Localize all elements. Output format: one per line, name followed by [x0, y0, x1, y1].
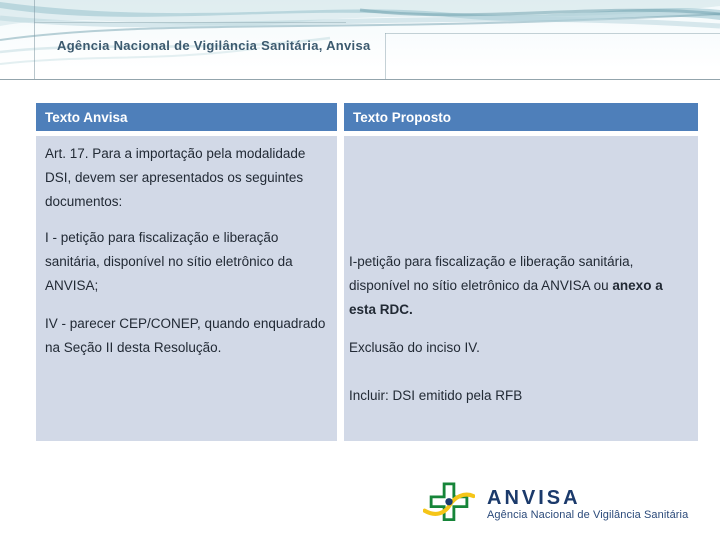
proposto-exclusao-paragraph: Exclusão do inciso IV.	[349, 340, 480, 355]
anvisa-logo	[423, 481, 688, 529]
template-line-vertical-left	[34, 0, 35, 79]
anvisa-logo-subtitle: Agência Nacional de Vigilância Sanitária	[487, 509, 689, 521]
header-band	[0, 0, 720, 80]
proposto-inciso-i-bold: anexo a esta RDC.	[349, 278, 663, 317]
proposto-inciso-i-paragraph	[349, 250, 690, 322]
template-line-top-left	[34, 22, 346, 23]
anvisa-logo-name: ANVISA	[487, 487, 581, 509]
column-header-texto-anvisa: Texto Anvisa	[36, 103, 337, 131]
texto-anvisa-cell	[36, 136, 337, 441]
anvisa-logo-icon	[423, 481, 475, 529]
slide-title: Agência Nacional de Vigilância Sanitária, Anvisa	[57, 38, 371, 53]
anvisa-art17-paragraph: Art. 17. Para a importação pela modalidade DSI, devem ser apresentados os seguintes documentos:	[45, 146, 306, 209]
header-divider-line	[0, 79, 720, 80]
anvisa-inciso-i-paragraph: I - petição para fiscalização e liberação sanitária, disponível no sítio eletrônico da ANVISA;	[45, 230, 293, 293]
template-line-top-right	[385, 33, 720, 34]
proposto-incluir-paragraph: Incluir: DSI emitido pela RFB	[349, 388, 523, 403]
anvisa-inciso-iv-paragraph: IV - parecer CEP/CONEP, quando enquadrado na Seção II desta Resolução.	[45, 316, 326, 355]
template-line-vertical-right	[385, 33, 386, 79]
anvisa-logo-text	[487, 481, 688, 522]
comparison-table	[36, 103, 698, 441]
column-header-texto-proposto: Texto Proposto	[344, 103, 698, 131]
column-gutter	[337, 136, 344, 441]
column-gutter	[337, 103, 344, 131]
proposto-inciso-i-normal: I-petição para fiscalização e liberação sanitária, disponível no sítio eletrônico da ANVISA ou	[349, 254, 634, 293]
texto-proposto-cell	[344, 136, 698, 441]
